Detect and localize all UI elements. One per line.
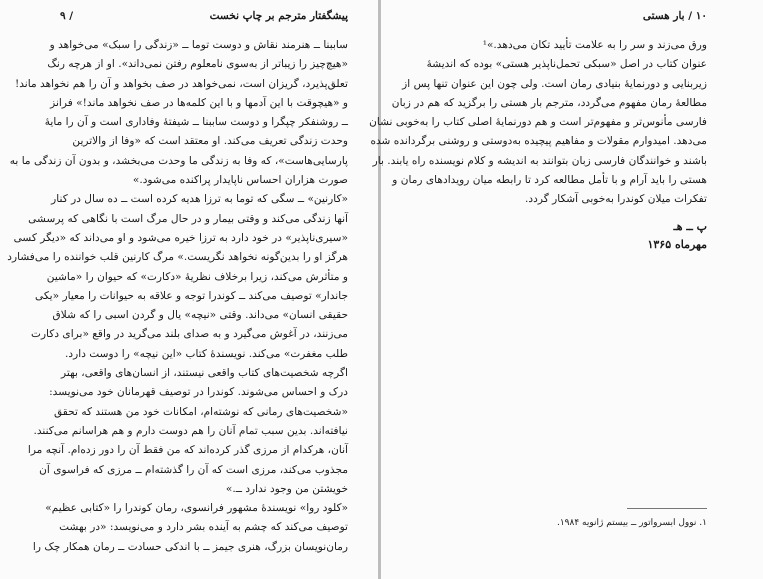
- text-line: «کلود روا» نویسندهٔ مشهور فرانسوی، رمان کوندرا را «کتابی عظیم»: [45, 502, 348, 515]
- text-line: عنوان کتاب در اصل «سبکی تحمل‌ناپذیر هستی» بوده که اندیشهٔ: [426, 58, 707, 71]
- text-line: «سیری‌ناپذیر» در خود دارد به ترزا خیره می‌شود و او می‌داند که «دیگر کسی: [13, 231, 348, 244]
- text-line: توصیف می‌کند که چشم به آینده بشر دارد و می‌نویسد: «در بهشت: [59, 521, 348, 534]
- text-line: پارسایی‌هاست»، که وفا به زندگی ما وحدت می‌بخشد، و بدون آن زندگی ما به: [9, 154, 348, 167]
- text-line: ورق می‌زند و سر را به علامت تأیید تکان می‌دهد.»¹: [482, 39, 707, 51]
- translator-signature: پ ــ هـ: [673, 220, 707, 233]
- text-line: آنان، هرکدام از مرزی گذر کرده‌اند که من فقط آن را دور زده‌ام. آنچه مرا: [27, 444, 348, 457]
- text-line: باشند و خوانندگان فارسی زبان بتوانند به اندیشه و کلام نویسنده راه یابند. بار: [372, 154, 707, 167]
- text-line: «شخصیت‌های رمانی که نوشته‌ام، امکانات خود من هستند که تحقق: [53, 405, 348, 418]
- text-line: مجذوب می‌کند، مرزی است که آن را گذشته‌ام ــ مرزی که فراسوی آن: [39, 463, 348, 476]
- text-line: تعلق‌پذیرد، گریزان است، نمی‌خواهد در صف بخواهد و آن را هم نخواهد ماند!: [14, 77, 348, 90]
- text-line: و «هیچوقت با این آدمها و با این کلمه‌ها در صف نخواهد ماند!» فرانز: [50, 96, 348, 109]
- text-line: صورت هزاران احساس ناپایدار پراکنده می‌شود.»: [132, 174, 348, 187]
- text-line: هستی را باید آرام و با تأمل مطالعه کرد تا رابطه میان رویدادهای رمان و: [392, 174, 707, 187]
- footnote-divider: [627, 508, 707, 509]
- text-line: هرگز او را بدین‌گونه نخواهد نگریست.» مرگ کارنین قلب خواننده را می‌فشارد: [7, 251, 348, 264]
- text-line: اگرچه شخصیت‌های کتاب واقعی نیستند، از انسان‌های واقعی، بهتر: [61, 367, 348, 380]
- text-line: خویشتن من وجود ندارد ــ.»: [225, 482, 348, 495]
- text-line: درک و احساس می‌شوند. کوندرا در توصیف قهرمانان خود می‌نویسد:: [49, 386, 348, 399]
- footnote: ۱. نوول ابسرواتور ــ بیستم ژانویه ۱۹۸۴.: [556, 518, 707, 528]
- text-line: حقیقی انسان» می‌داند. وقتی «نیچه» یال و گردن اسبی را که شلاق: [52, 309, 348, 322]
- text-line: نیافته‌اند. بدین سبب تمام آنان را هم دوست دارم و هم هراسانم می‌کنند.: [33, 424, 348, 437]
- translation-date: مهرماه ۱۳۶۵: [647, 238, 707, 251]
- text-line: فارسی مأنوس‌تر و مفهوم‌تر است و هم دورنمایهٔ اصلی کتاب را به‌خوبی نشان: [369, 116, 707, 129]
- text-line: زیربنایی و دورنمایهٔ بنیادی رمان است. ولی چون این عنوان تنها پس از: [402, 77, 707, 90]
- left-body-text: [7, 36, 348, 557]
- text-line: تفکرات میلان کوندرا به‌خوبی آشکار گردد.: [525, 193, 707, 206]
- text-line: ساببنا ــ هنرمند نقاش و دوست توما ــ «زندگی را سبک» می‌خواهد و: [49, 39, 348, 51]
- left-page: [0, 0, 378, 579]
- left-page-number: / ۹: [60, 10, 74, 22]
- text-line: وحدت زندگی تعریف می‌کند. او معتقد است که «وفا از والاترین: [72, 135, 348, 148]
- text-line: می‌زنند، در آغوش می‌گیرد و به صدای بلند می‌گرید در واقع «برای دکارت: [30, 328, 348, 341]
- left-page-header: [60, 10, 348, 22]
- right-page-header: ۱۰ / بار هستی: [642, 10, 707, 22]
- text-line: آنها زندگی می‌کند و وقتی بیمار و در حال مرگ است با نگاهی که پرسشی: [28, 212, 348, 225]
- right-body-text: [369, 36, 707, 210]
- text-line: «هیچ‌چیز را زیباتر از به‌سوی نامعلوم رفتن نمی‌داند». او از هرچه رنگ: [47, 58, 348, 71]
- right-page: [369, 0, 763, 579]
- text-line: طلب مغفرت» می‌کند. نویسندهٔ کتاب «این نیچه» را دوست دارد.: [65, 347, 348, 360]
- text-line: رمان‌نویسان بزرگ، هنری جیمز ــ با اندکی حسادت ــ رمان همکار چک را: [32, 540, 348, 553]
- text-line: جاندار» توصیف می‌کند ــ کوندرا توجه و علاقه به حیوانات را معیار «یکی: [35, 289, 348, 302]
- text-line: و متأثرش می‌کند، زیرا برخلاف نظریهٔ «دکارت» که حیوان را «ماشین: [46, 270, 348, 283]
- text-line: ــ روشنفکر چپگرا و دوست ساببنا ــ شیفتهٔ وفاداری است و آن را مایهٔ: [44, 116, 348, 129]
- text-line: می‌دهد. امیدوارم مقولات و مفاهیم پیچیده به‌دوستی و روشنی برگردانده شده: [370, 135, 707, 148]
- text-line: مطالعهٔ رمان مفهوم می‌گردد، مترجم بار هستی را برگزید که هم در زبان: [391, 96, 707, 109]
- text-line: «کارنین» ــ سگی که توما به ترزا هدیه کرده است ــ ده سال در کنار: [51, 193, 348, 206]
- left-header-title: پیشگفتار مترجم بر چاپ نخست: [209, 10, 348, 22]
